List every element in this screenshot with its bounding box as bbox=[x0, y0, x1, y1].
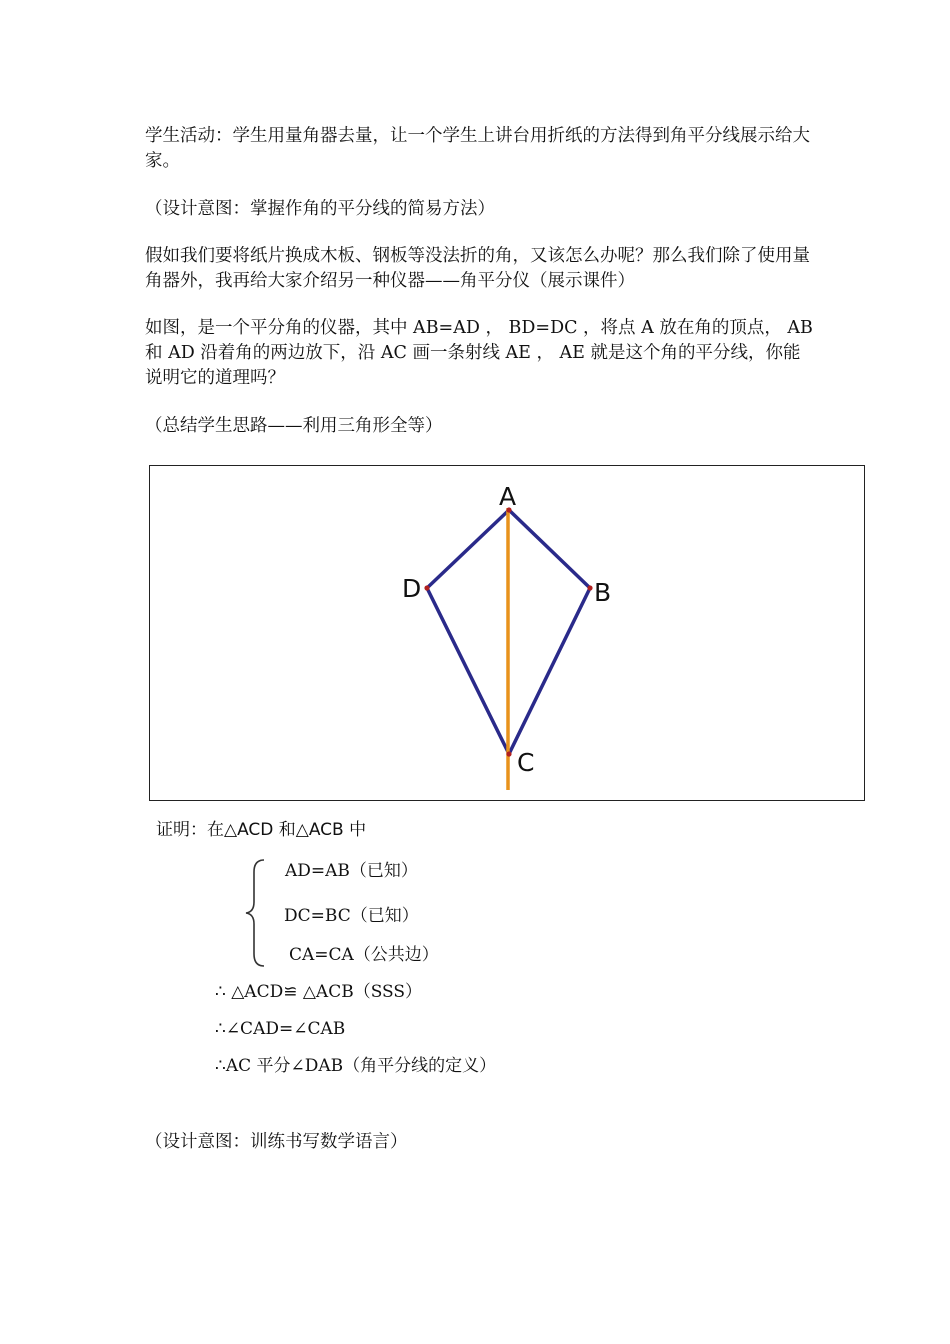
label-a: A bbox=[499, 482, 517, 511]
condition-ca-ca: CA=CA（公共边） bbox=[289, 945, 439, 965]
vertex-b-dot bbox=[587, 585, 592, 590]
label-b: B bbox=[594, 578, 612, 607]
label-d: D bbox=[402, 574, 422, 603]
vertex-d-dot bbox=[424, 585, 429, 590]
kite-diagram bbox=[150, 466, 866, 802]
design-intent-1: （设计意图：掌握作角的平分线的简易方法） bbox=[145, 199, 495, 219]
design-intent-2: （设计意图：训练书写数学语言） bbox=[145, 1132, 408, 1152]
problem-paragraph: 如图，是一个平分角的仪器，其中 AB=AD ， BD=DC ，将点 A 放在角的顶点， AB 和 AD 沿着角的两边放下，沿 AC 画一条射线 AE ， AE 就是这个角的平分线，你能说明它的道理吗？ bbox=[145, 318, 813, 388]
proof-step-angles: ∴∠CAD=∠CAB bbox=[215, 1019, 346, 1039]
question-paragraph: 假如我们要将纸片换成木板、钢板等没法折的角，又该怎么办呢？那么我们除了使用量角器外，我再给大家介绍另一种仪器——角平分仪（展示课件） bbox=[145, 246, 810, 291]
condition-ad-ab: AD=AB（已知） bbox=[285, 861, 418, 881]
vertex-c-dot bbox=[506, 751, 511, 756]
activity-paragraph: 学生活动：学生用量角器去量，让一个学生上讲台用折纸的方法得到角平分线展示给大家。 bbox=[145, 126, 810, 171]
proof-step-congruent: ∴ △ACD≌ △ACB（SSS） bbox=[215, 982, 423, 1002]
label-c: C bbox=[517, 748, 535, 777]
left-brace bbox=[244, 858, 268, 968]
condition-dc-bc: DC=BC（已知） bbox=[284, 906, 419, 926]
proof-intro: 证明：在△ACD 和△ACB 中 bbox=[156, 820, 367, 840]
proof-step-bisector: ∴AC 平分∠DAB（角平分线的定义） bbox=[215, 1056, 497, 1076]
kite-figure bbox=[149, 465, 865, 801]
summary-paragraph: （总结学生思路——利用三角形全等） bbox=[145, 416, 443, 436]
